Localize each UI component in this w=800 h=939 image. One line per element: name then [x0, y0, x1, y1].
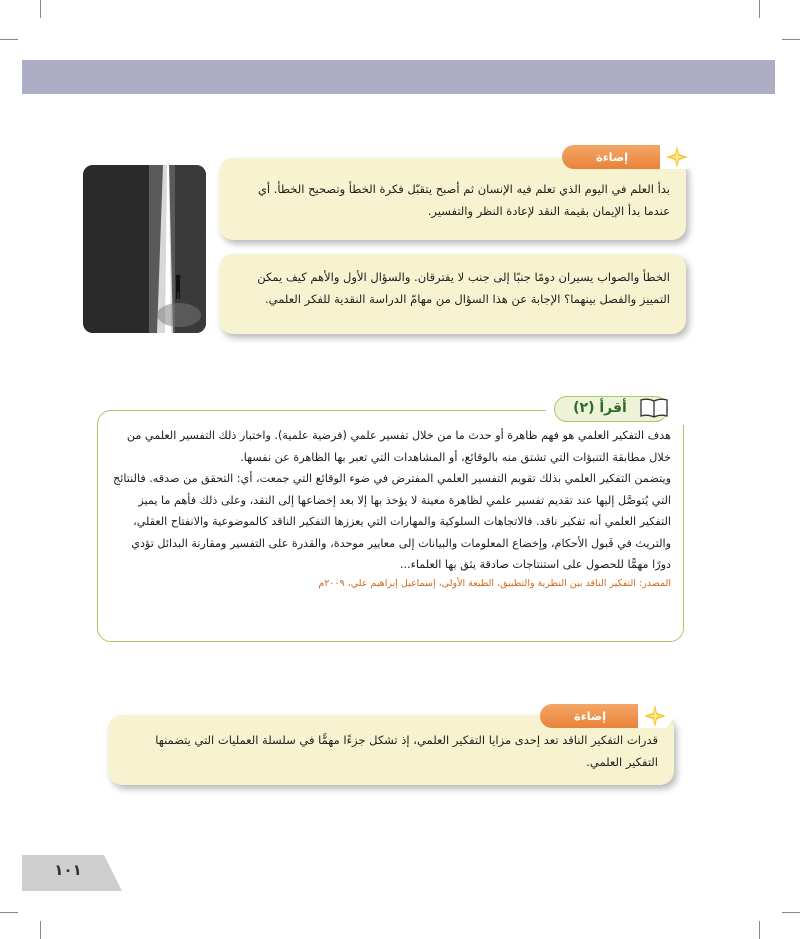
- crop-mark: [759, 921, 760, 939]
- read-section: [97, 410, 684, 642]
- crop-mark: [0, 39, 18, 40]
- crop-mark: [40, 921, 41, 939]
- callout-text-2: الخطأ والصواب يسيران دومًا جنبًا إلى جنب لا يفترقان. والسؤال الأول والأهم كيف يمكن التمييز والفصل بينهما؟ الإجابة عن هذا السؤال من مهامّ الدراسة النقدية للفكر العلمي.: [257, 270, 670, 306]
- star-icon: [644, 705, 666, 727]
- read-title: أقرأ (٢): [573, 400, 627, 416]
- callout-box-2: [219, 254, 686, 334]
- crop-mark: [782, 912, 800, 913]
- callout-tag-label: إضاءة: [573, 709, 607, 723]
- crop-mark: [0, 912, 18, 913]
- header-band: [22, 60, 775, 94]
- callout-text-3: قدرات التفكير الناقد تعد إحدى مزايا التفكير العلمي، إذ تشكل جزءًا مهمًّا في سلسلة العمليات التي يتضمنها التفكير العلمي.: [155, 733, 658, 769]
- book-icon: [639, 397, 669, 419]
- page-number: ١٠١: [54, 861, 82, 879]
- callout-tag-label: إضاءة: [595, 150, 629, 164]
- crop-mark: [40, 0, 41, 18]
- read-paragraph-1: هدف التفكير العلمي هو فهم ظاهرة أو حدث ما من خلال تفسير علمي (فرضية علمية). واختبار ذلك التفسير العلمي من خلال مطابقة التنبؤات التي تشتق منه بالوقائع، أو المشاهدات التي تعبر بها الظاهرة عن نفسها.: [126, 429, 671, 464]
- callout-text-1: بدأ العلم في اليوم الذي تعلم فيه الإنسان ثم أصبح يتقبّل فكرة الخطأ وتصحيح الخطأ. أي عندما بدأ الإيمان بقيمة النقد لإعادة النظر والتفسير.: [257, 182, 670, 218]
- corridor-photo: [83, 165, 206, 333]
- crop-mark: [759, 0, 760, 18]
- star-icon: [666, 146, 688, 168]
- callout-tag-3: [540, 704, 640, 728]
- callout-tag-1: [562, 145, 662, 169]
- source-citation: المصدر: التفكير الناقد بين النظرية والتطبيق، الطبعة الأولى، إسماعيل إبراهيم علي، ٢٠٠٩م: [318, 577, 671, 589]
- crop-mark: [782, 39, 800, 40]
- read-paragraph-2: ويتضمن التفكير العلمي بذلك تقويم التفسير العلمي المفترض في ضوء الوقائع التي جمعت، أي: التحقق من صدقه. فالنتائج التي يُتوصَّل إليها عند تقديم تفسير علمي لظاهرة معينة لا يؤخذ بها إلا بعد إخضاعها إلى النقد، وعلى ذلك فأهم ما يميز التفكير العلمي أنه تفكير ناقد. فالاتجاهات السلوكية والمهارات التي يعززها التفكير الناقد كالموضوعية والانفتاح العقلي، والتريث في قَبول الأحكام، وإخضاع المعلومات والبيانات إلى معايير موحدة، والقدرة على التفسير ومقارنة البدائل تؤدي دورًا مهمًّا للحصول على استنتاجات صادقة يثق بها العلماء...: [113, 472, 671, 571]
- callout-box-1: [219, 158, 686, 240]
